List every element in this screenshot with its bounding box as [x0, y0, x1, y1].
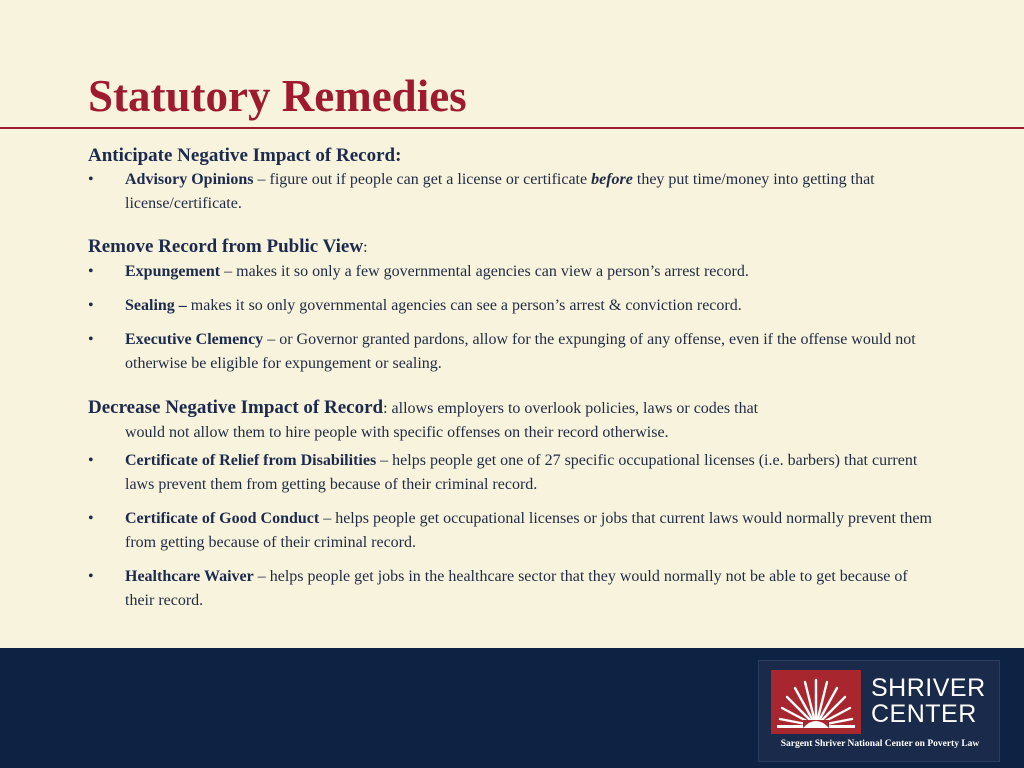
logo-tagline: Sargent Shriver National Center on Poverty Law: [780, 739, 980, 749]
sunburst-icon: [771, 670, 861, 734]
item-text: – helps people get one of 27 specific occupational licenses (i.e. barbers) that current laws prevent them from getting because of their criminal record.: [125, 452, 918, 493]
list-item: [88, 260, 938, 284]
bullet-glyph: •: [88, 510, 94, 527]
bullet-glyph: •: [88, 263, 94, 280]
item-term: Certificate of Good Conduct: [125, 510, 320, 527]
section-heading: [88, 235, 938, 260]
item-term: Healthcare Waiver: [125, 568, 254, 585]
section-heading-text: Remove Record from Public View: [88, 236, 364, 257]
list-item: [88, 449, 938, 497]
section-heading: Decrease Negative Impact of Record: [88, 397, 384, 418]
bullet-glyph: •: [88, 331, 94, 348]
section-intro: [88, 396, 938, 445]
section-intro-continuation: would not allow them to hire people with specific offenses on their record otherwise.: [125, 424, 669, 441]
item-emphasis: before: [591, 171, 633, 188]
section-decrease: [88, 396, 938, 613]
bullet-glyph: •: [88, 297, 94, 314]
item-text: they put time/money into getting that license/certificate.: [125, 171, 875, 212]
logo-line-2: CENTER: [871, 700, 977, 728]
section-heading-suffix: :: [363, 239, 368, 256]
item-term: Expungement: [125, 263, 221, 280]
item-text: – makes it so only a few governmental agencies can view a person’s arrest record.: [220, 263, 749, 280]
bullet-glyph: •: [88, 452, 94, 469]
list-item: [88, 565, 938, 613]
shriver-center-logo: [758, 660, 1000, 762]
list-item: [88, 507, 938, 555]
item-term: Advisory Opinions: [125, 171, 254, 188]
slide-content: [88, 144, 938, 613]
section-anticipate: [88, 144, 938, 216]
section-remove: [88, 235, 938, 376]
item-text: – helps people get occupational licenses or jobs that current laws would normally prevent them from getting because of their criminal record.: [125, 510, 932, 551]
section-heading: Anticipate Negative Impact of Record:: [88, 145, 402, 166]
list-item: [88, 168, 938, 216]
bullet-glyph: •: [88, 171, 94, 188]
item-term: Certificate of Relief from Disabilities: [125, 452, 377, 469]
item-term: Executive Clemency: [125, 331, 264, 348]
item-text: – or Governor granted pardons, allow for the expunging of any offense, even if the offense would not otherwise be eligible for expungement or sealing.: [125, 331, 916, 372]
list-item: [88, 328, 938, 376]
title-divider: [0, 127, 1024, 129]
item-term: Sealing –: [125, 297, 187, 314]
section-intro-text: : allows employers to overlook policies, laws or codes that: [383, 400, 759, 417]
logo-line-1: SHRIVER: [871, 674, 986, 702]
item-text: – figure out if people can get a license or certificate: [253, 171, 592, 188]
list-item: [88, 294, 938, 318]
item-text: – helps people get jobs in the healthcare sector that they would normally not be able to get because of their record.: [125, 568, 908, 609]
slide-title: Statutory Remedies: [88, 71, 467, 121]
item-text: makes it so only governmental agencies can see a person’s arrest & conviction record.: [186, 297, 742, 314]
bullet-glyph: •: [88, 568, 94, 585]
